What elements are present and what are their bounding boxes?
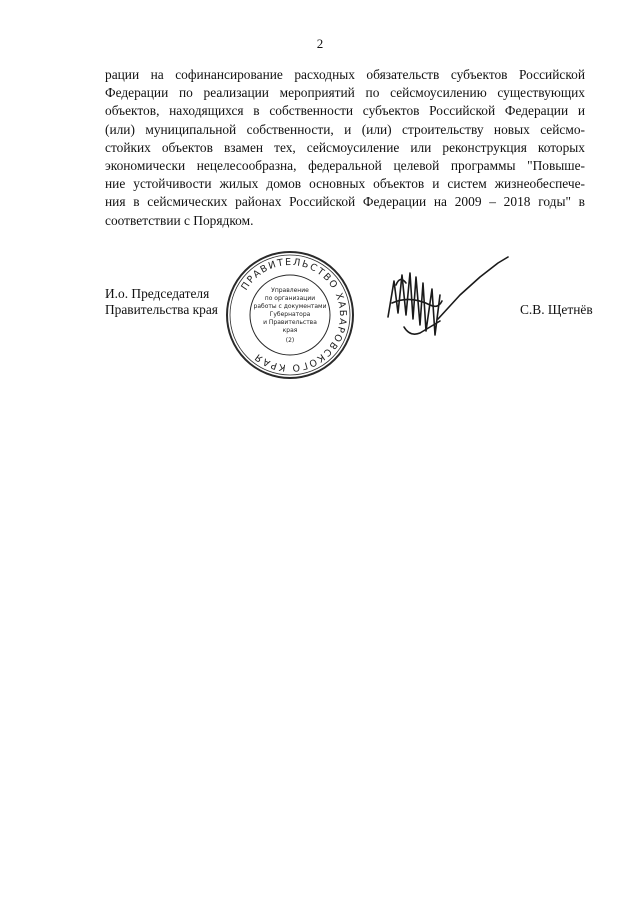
body-line: ние устойчивости жилых домов основных объектов и систем жизнеобеспече-	[105, 176, 585, 192]
signatory-position-line2: Правительства края	[105, 302, 218, 317]
body-line: Федерации по реализации мероприятий по сейсмоусилению существующих	[105, 85, 585, 101]
body-line: объектов, находящихся в собственности субъектов Российской Федерации и	[105, 103, 585, 119]
seal-inner-text: края	[282, 327, 298, 334]
body-paragraph	[105, 66, 585, 230]
signatory-position-line1: И.о. Председателя	[105, 286, 210, 301]
body-line: стойких объектов взамен тех, сейсмоусиление или реконструкция которых	[105, 139, 585, 155]
seal-inner-text: Губернатора	[269, 311, 311, 318]
seal-inner-text: Управление	[271, 287, 309, 294]
body-line: экономически нецелесообразна, федеральной целевой программы "Повыше-	[105, 158, 585, 174]
seal-inner-text: и Правительства	[263, 319, 317, 326]
signatory-position	[105, 286, 218, 318]
seal-inner-text: работы с документами	[253, 303, 327, 310]
signer-name: С.В. Щетнёв	[520, 302, 593, 317]
handwritten-signature	[380, 255, 530, 355]
seal-inner-text: по организации	[264, 295, 316, 302]
body-line-last: соответствии с Порядком.	[105, 212, 254, 228]
body-line: (или) муниципальной собственности, и (или) строительству новых сейсмо-	[105, 121, 585, 137]
page-number: 2	[316, 36, 324, 51]
official-seal	[225, 250, 355, 380]
seal-inner-number: (2)	[285, 337, 295, 344]
body-line: ния в сейсмических районах Российской Федерации на 2009 – 2018 годы" в	[105, 194, 585, 210]
body-line: рации на софинансирование расходных обязательств субъектов Российской	[105, 67, 585, 82]
seal-ring-text: ПРАВИТЕЛЬСТВО ХАБАРОВСКОГО КРАЯ	[239, 256, 349, 374]
